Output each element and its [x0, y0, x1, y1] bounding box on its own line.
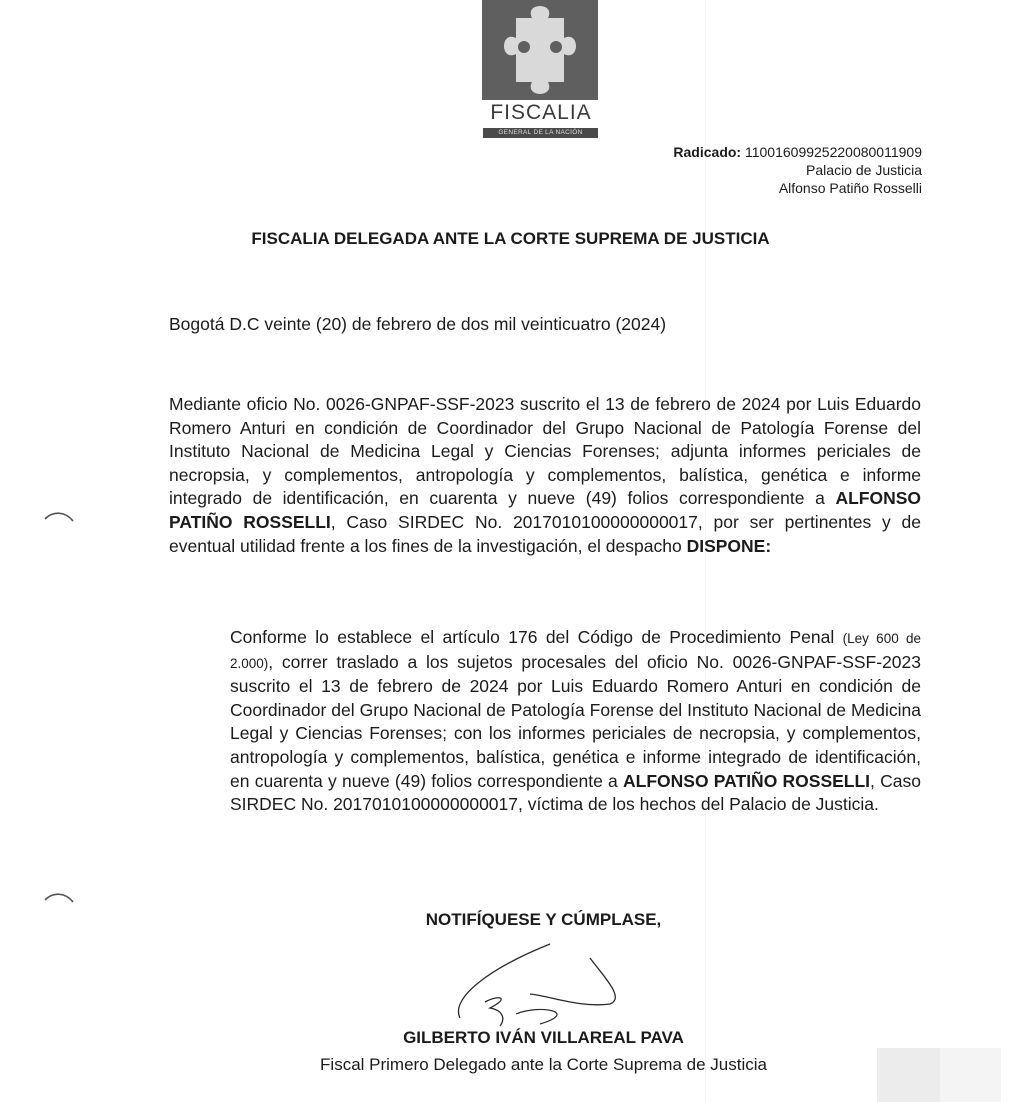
victim-name: ALFONSO PATIÑO ROSSELLI	[623, 770, 871, 791]
margin-mark-icon	[43, 890, 77, 904]
fiscalia-logo	[480, 0, 602, 142]
logo-tagline: GENERAL DE LA NACIÓN	[483, 128, 598, 138]
victim-name: ALFONSO PATIÑO ROSSELLI	[169, 488, 921, 532]
signature-drawing	[430, 938, 630, 1028]
radicado-line	[673, 143, 922, 161]
paragraph-traslado-text: , correr traslado a los sujetos procesales del oficio No. 0026-GNPAF-SSF-2023 suscrito el 13 de febrero de 2024 por Luis Eduardo Romero Anturi en condición de Coordinador del Grupo Nacional de Patología Forense del Instituto Nacional de Medicina Legal y Ciencias Forenses; con los informes periciales de necropsia, y complementos, antropología y complementos, balística, genética e informe integrado de identificación, en cuarenta y nueve (49) folios correspondiente a	[230, 651, 921, 791]
paragraph-traslado	[230, 626, 921, 817]
signer-name: GILBERTO IVÁN VILLAREAL PAVA	[403, 1028, 684, 1047]
radicado-label: Radicado:	[673, 144, 742, 160]
handwritten-signature	[430, 938, 630, 1028]
puzzle-piece-icon	[482, 0, 598, 100]
puzzle-logo-mark	[482, 0, 598, 100]
closing-formula: NOTIFÍQUESE Y CÚMPLASE,	[425, 910, 662, 929]
logo-wordmark: FISCALIA	[490, 101, 592, 124]
paragraph-traslado-text-2: , Caso SIRDEC No. 2017010100000000017, víctima de los hechos del Palacio de Justicia.	[230, 770, 921, 815]
document-date: Bogotá D.C veinte (20) de febrero de dos mil veinticuatro (2024)	[169, 314, 667, 334]
signer-role: Fiscal Primero Delegado ante la Corte Suprema de Justicia	[320, 1055, 767, 1074]
margin-mark-icon	[43, 509, 77, 523]
paragraph-oficio-text-2: , Caso SIRDEC No. 2017010100000000017, por ser pertinentes y de eventual utilidad frente a los fines de la investigación, el despacho	[169, 511, 921, 556]
case-line: Palacio de Justicia	[806, 162, 922, 178]
radicado-number: 11001609925220080011909	[744, 144, 922, 160]
radicado-block	[673, 143, 922, 197]
victim-line: Alfonso Patiño Rosselli	[778, 180, 922, 196]
paragraph-traslado-lead: Conforme lo establece el artículo 176 del Código de Procedimiento Penal	[230, 627, 835, 647]
document-title: FISCALIA DELEGADA ANTE LA CORTE SUPREMA DE JUSTICIA	[251, 229, 770, 248]
scan-shadow	[940, 1048, 1001, 1102]
law-reference: (Ley 600 de 2.000)	[230, 631, 921, 671]
paragraph-oficio-text: Mediante oficio No. 0026-GNPAF-SSF-2023 suscrito el 13 de febrero de 2024 por Luis Eduardo Romero Anturi en condición de Coordinador del Grupo Nacional de Patología Forense del Instituto Nacional de Medicina Legal y Ciencias Forenses; adjunta informes periciales de necropsia, y complementos, antropología y complementos, balística, genética e informe integrado de identificación, en cuarenta y nueve (49) folios correspondiente a	[169, 394, 921, 509]
paragraph-oficio	[169, 393, 921, 558]
dispone-label: DISPONE:	[686, 535, 772, 556]
